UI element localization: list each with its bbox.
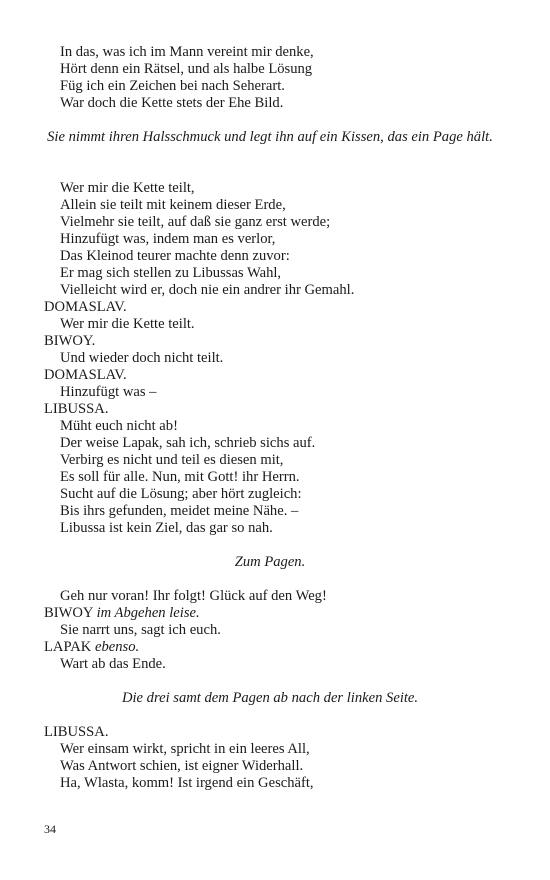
verse-line: Wart ab das Ende. [60,656,166,672]
verse-line: Es soll für alle. Nun, mit Gott! ihr Herrn. [60,469,300,485]
speaker-label: DOMASLAV. [44,299,127,315]
page-number: 34 [44,822,56,836]
speaker-label: LIBUSSA. [44,724,109,740]
verse-line: Er mag sich stellen zu Libussas Wahl, [60,265,282,281]
verse-line: War doch die Kette stets der Ehe Bild. [60,95,284,111]
speaker-direction: im Abgehen leise. [96,605,200,621]
verse-line: Allein sie teilt mit keinem dieser Erde, [60,197,286,213]
speaker-direction: ebenso. [94,639,140,655]
speaker-name [44,333,496,350]
verse-line: Verbirg es nicht und teil es diesen mit, [60,452,284,468]
verse-line: Ha, Wlasta, komm! Ist irgend ein Geschäft, [60,775,314,791]
verse-line: Bis ihrs gefunden, meidet meine Nähe. – [60,503,299,519]
blank-line [44,571,496,588]
speaker-label: BIWOY [44,605,93,621]
verse-line: Wer mir die Kette teilt. [60,316,195,332]
speaker-name [44,639,496,656]
stage-direction: Zum Pagen. [234,554,306,570]
verse-line: Hinzufügt was, indem man es verlor, [60,231,276,247]
page-body [44,44,496,792]
verse-line: Müht euch nicht ab! [60,418,178,434]
speaker-name [44,401,496,418]
verse-line: Sucht auf die Lösung; aber hört zugleich: [60,486,302,502]
speaker-label: DOMASLAV. [44,367,127,383]
verse-line: Das Kleinod teurer machte denn zuvor: [60,248,290,264]
verse-line: Der weise Lapak, sah ich, schrieb sichs auf. [60,435,316,451]
speaker-label: BIWOY. [44,333,96,349]
speaker-name [44,299,496,316]
verse-line: Hinzufügt was – [60,384,157,400]
stage-direction: Die drei samt dem Pagen ab nach der linken Seite. [121,690,419,706]
verse-line: Wer einsam wirkt, spricht in ein leeres All, [60,741,310,757]
verse-line: Sie narrt uns, sagt ich euch. [60,622,221,638]
speaker-name [44,724,496,741]
blank-line [44,537,496,554]
blank-line [44,673,496,690]
verse-line: In das, was ich im Mann vereint mir denke, [60,44,314,60]
verse-line: Vielmehr sie teilt, auf daß sie ganz erst werde; [60,214,331,230]
verse-line: Füg ich ein Zeichen bei nach Seherart. [60,78,285,94]
speaker-label: LAPAK [44,639,92,655]
blank-line [44,112,496,129]
speaker-name [44,367,496,384]
speaker-label: LIBUSSA. [44,401,109,417]
verse-line: Hört denn ein Rätsel, und als halbe Lösung [60,61,313,77]
verse-line: Und wieder doch nicht teilt. [60,350,224,366]
blank-line [44,707,496,724]
speaker-name [44,605,496,622]
verse-line: Libussa ist kein Ziel, das gar so nah. [60,520,273,536]
stage-direction: Sie nimmt ihren Halsschmuck und legt ihn auf ein Kissen, das ein Page hält. [47,129,493,145]
verse-line: Geh nur voran! Ihr folgt! Glück auf den Weg! [60,588,327,604]
verse-line: Vielleicht wird er, doch nie ein andrer ihr Gemahl. [60,282,355,298]
verse-line: Wer mir die Kette teilt, [60,180,195,196]
verse-line: Was Antwort schien, ist eigner Widerhall. [60,758,304,774]
blank-line [44,163,496,180]
